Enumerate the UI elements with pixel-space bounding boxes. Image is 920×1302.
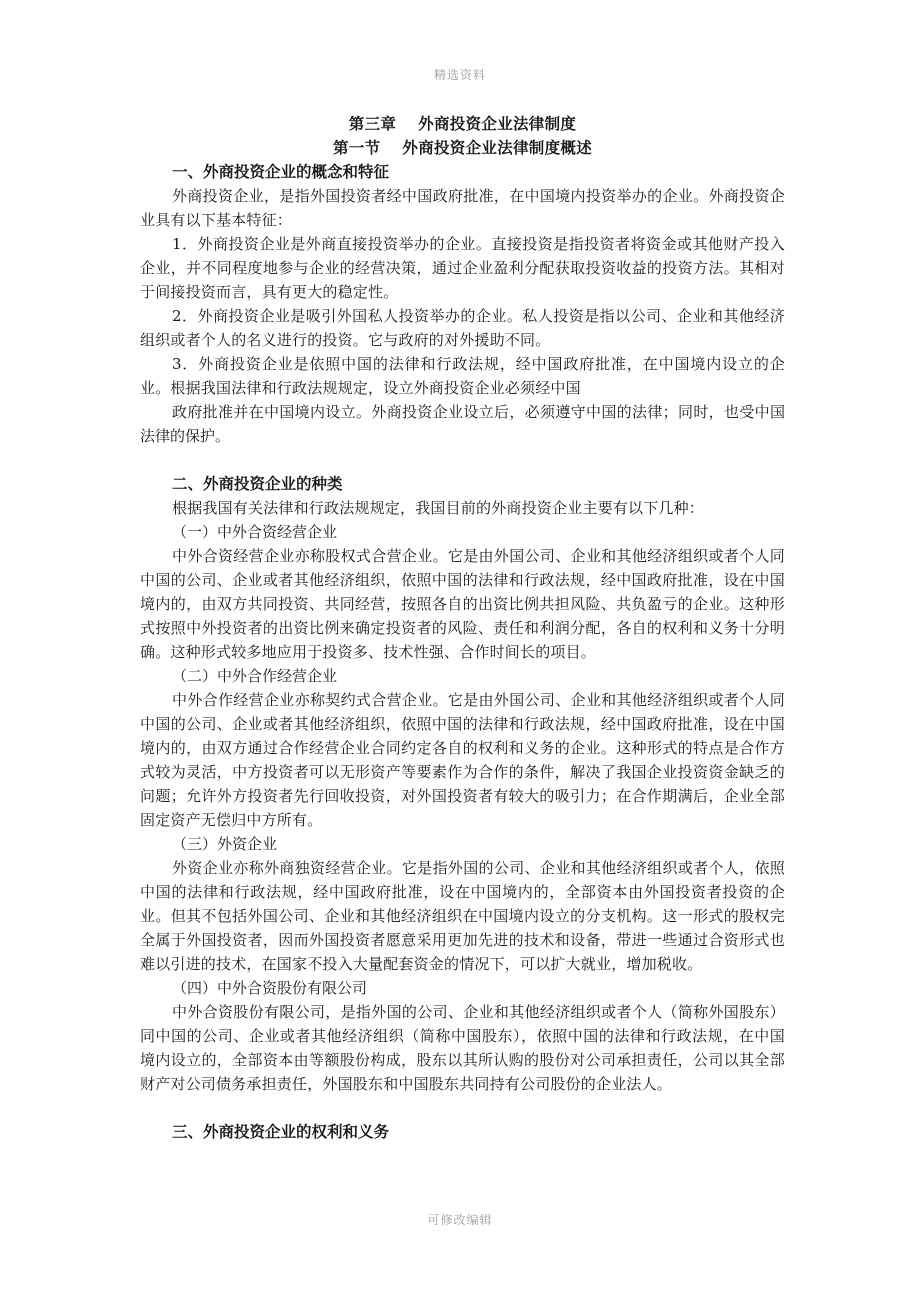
- chapter-title: [140, 112, 785, 136]
- chapter-name: 外商投资企业法律制度: [418, 114, 577, 133]
- section-name: 外商投资企业法律制度概述: [402, 138, 592, 157]
- heading-part-2: 二、外商投资企业的种类: [172, 474, 343, 493]
- subheading-equity-jv: （一）中外合资经营企业: [172, 523, 338, 541]
- subheading-wfoe: （三）外资企业: [172, 835, 278, 853]
- running-header: 精选资料: [433, 68, 486, 82]
- paragraph-types-intro: 根据我国有关法律和行政法规规定，我国目前的外商投资企业主要有以下几种：: [172, 499, 705, 517]
- heading-part-1: 一、外商投资企业的概念和特征: [172, 162, 390, 181]
- section-number: 第一节: [332, 138, 381, 157]
- paragraph-joint-stock: 中外合资股份有限公司，是指外国的公司、企业和其他经济组织或者个人（简称外国股东）同中国的公司、企业或者其他经济组织（简称中国股东），依照中国的法律和行政法规，在中国境内设立的，全部资本由等额股份构成，股东以其所认购的股份对公司承担责任，公司以其全部财产对公司债务承担责任，外国股东和中国股东共同持有公司股份的企业法人。: [140, 1003, 785, 1093]
- running-footer: 可修改编辑: [427, 1213, 493, 1227]
- paragraph-intro: 外商投资企业，是指外国投资者经中国政府批准，在中国境内投资举办的企业。外商投资企业具有以下基本特征：: [140, 187, 785, 229]
- paragraph-feature-2: 2．外商投资企业是吸引外国私人投资举办的企业。私人投资是指以公司、企业和其他经济组织或者个人的名义进行的投资。它与政府的对外援助不同。: [140, 307, 785, 349]
- paragraph-feature-3-continued: 政府批准并在中国境内设立。外商投资企业设立后，必须遵守中国的法律；同时，也受中国法律的保护。: [140, 403, 785, 445]
- subheading-joint-stock: （四）中外合资股份有限公司: [172, 979, 368, 997]
- blank-line: [140, 1096, 785, 1120]
- paragraph-wfoe: 外资企业亦称外商独资经营企业。它是指外国的公司、企业和其他经济组织或者个人，依照中国的法律和行政法规，经中国政府批准，设在中国境内的，全部资本由外国投资者投资的企业。但其不包括外国公司、企业和其他经济组织在中国境内设立的分支机构。这一形式的股权完全属于外国投资者，因而外国投资者愿意采用更加先进的技术和设备，带进一些通过合资形式也难以引进的技术，在国家不投入大量配套资金的情况下，可以扩大就业，增加税收。: [140, 859, 785, 973]
- blank-line: [140, 448, 785, 472]
- subheading-contractual-jv: （二）中外合作经营企业: [172, 667, 338, 685]
- paragraph-contractual-jv: 中外合作经营企业亦称契约式合营企业。它是由外国公司、企业和其他经济组织或者个人同中国的公司、企业或者其他经济组织，依照中国的法律和行政法规，经中国政府批准，设在中国境内的，由双方通过合作经营企业合同约定各自的权利和义务的企业。这种形式的特点是合作方式较为灵活，中方投资者可以无形资产等要素作为合作的条件，解决了我国企业投资资金缺乏的问题；允许外方投资者先行回收投资，对外国投资者有较大的吸引力；在合作期满后，企业全部固定资产无偿归中方所有。: [140, 691, 785, 829]
- paragraph-equity-jv: 中外合资经营企业亦称股权式合营企业。它是由外国公司、企业和其他经济组织或者个人同中国的公司、企业或者其他经济组织，依照中国的法律和行政法规，经中国政府批准，设在中国境内的，由双方共同投资、共同经营，按照各自的出资比例共担风险、共负盈亏的企业。这种形式按照中外投资者的出资比例来确定投资者的风险、责任和利润分配，各自的权利和义务十分明确。这种形式较多地应用于投资多、技术性强、合作时间长的项目。: [140, 547, 785, 661]
- section-title: [140, 136, 785, 160]
- chapter-number: 第三章: [348, 114, 397, 133]
- heading-part-3: 三、外商投资企业的权利和义务: [172, 1122, 390, 1141]
- document-body: [140, 112, 785, 1144]
- paragraph-feature-1: 1．外商投资企业是外商直接投资举办的企业。直接投资是指投资者将资金或其他财产投入企业，并不同程度地参与企业的经营决策，通过企业盈利分配获取投资收益的投资方法。其相对于间接投资而言，具有更大的稳定性。: [140, 235, 785, 301]
- paragraph-feature-3: 3．外商投资企业是依照中国的法律和行政法规，经中国政府批准，在中国境内设立的企业。根据我国法律和行政法规规定，设立外商投资企业必须经中国: [140, 355, 785, 397]
